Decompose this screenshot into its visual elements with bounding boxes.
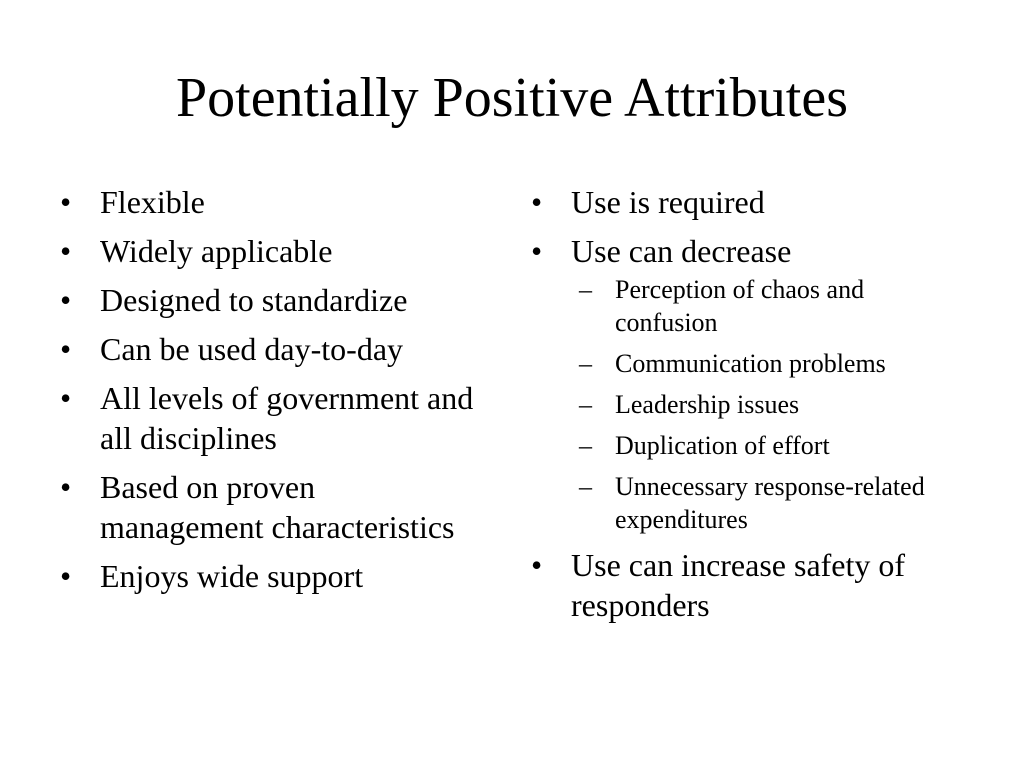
bullet-text: Use is required	[571, 184, 765, 220]
sub-bullet-text: Duplication of effort	[615, 431, 830, 460]
slide-title: Potentially Positive Attributes	[176, 67, 848, 129]
bullet-text: Use can decrease	[571, 233, 792, 269]
bullet-icon: •	[531, 184, 543, 220]
bullet-icon: •	[531, 233, 543, 269]
sub-bullet-list	[571, 273, 967, 536]
sub-bullet-item	[527, 388, 967, 421]
sub-bullet-item	[527, 429, 967, 462]
sub-bullet-text: Communication problems	[615, 349, 886, 378]
bullet-icon: •	[60, 233, 72, 269]
bullet-item	[527, 545, 967, 625]
sub-bullet-text: Perception of chaos and confusion	[615, 275, 865, 337]
sub-bullet-text: Unnecessary response-related expenditures	[615, 472, 925, 534]
dash-icon: –	[579, 349, 592, 378]
bullet-text: All levels of government and all disciplines	[100, 380, 474, 456]
bullet-text: Designed to standardize	[100, 282, 408, 318]
bullet-icon: •	[60, 469, 72, 505]
bullet-item	[56, 467, 476, 547]
dash-icon: –	[579, 390, 592, 419]
sub-bullet-item	[527, 273, 967, 339]
bullet-icon: •	[60, 184, 72, 220]
left-bullet-list	[56, 182, 476, 605]
bullet-icon: •	[60, 331, 72, 367]
sub-bullet-text: Leadership issues	[615, 390, 800, 419]
bullet-item	[56, 231, 476, 271]
bullet-item	[56, 329, 476, 369]
bullet-item	[56, 280, 476, 320]
bullet-icon: •	[60, 380, 72, 416]
bullet-text: Flexible	[100, 184, 205, 220]
dash-icon: –	[579, 431, 592, 460]
bullet-item	[56, 556, 476, 596]
dash-icon: –	[579, 472, 592, 501]
right-bullet-list	[527, 182, 967, 634]
bullet-item	[527, 182, 967, 222]
bullet-item	[56, 378, 476, 458]
bullet-icon: •	[60, 558, 72, 594]
sub-bullet-item	[527, 470, 967, 536]
bullet-item	[56, 182, 476, 222]
sub-bullet-item	[527, 347, 967, 380]
bullet-icon: •	[60, 282, 72, 318]
bullet-text: Enjoys wide support	[100, 558, 364, 594]
dash-icon: –	[579, 275, 592, 304]
bullet-text: Based on proven management characteristics	[100, 469, 455, 545]
bullet-text: Widely applicable	[100, 233, 333, 269]
bullet-item	[527, 231, 967, 536]
bullet-icon: •	[531, 547, 543, 583]
bullet-text: Use can increase safety of responders	[571, 547, 906, 623]
bullet-text: Can be used day-to-day	[100, 331, 404, 367]
